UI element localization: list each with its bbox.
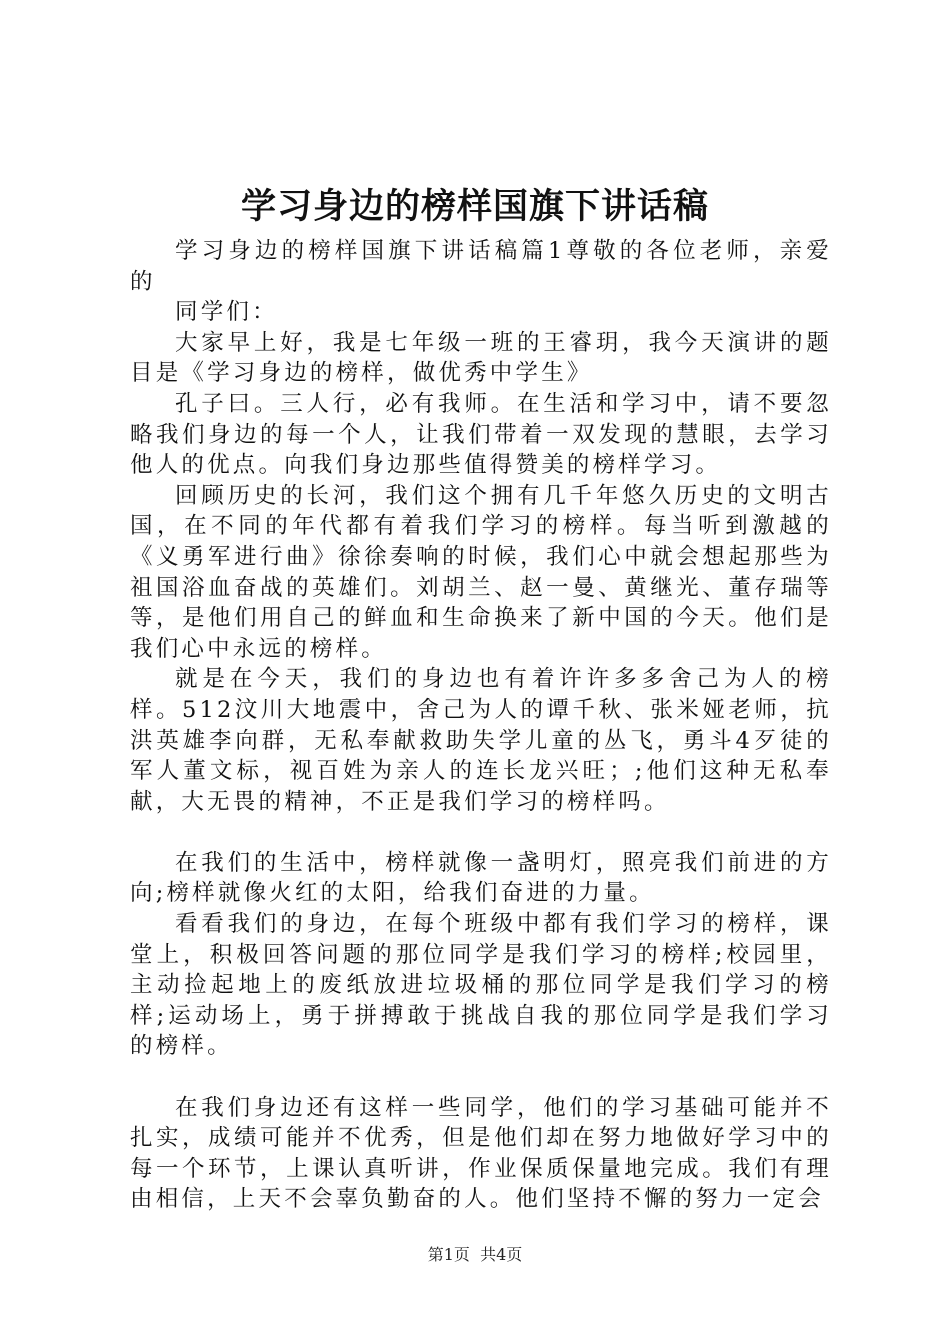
page-number: 第1页 [427,1245,470,1264]
page-footer [0,1244,950,1266]
paragraph-9: 在我们身边还有这样一些同学，他们的学习基础可能并不扎实，成绩可能并不优秀，但是他们却在努力地做好学习中的每一个环节，上课认真听讲，作业保质保量地完成。我们有理由相信，上天不会辜负勤奋的人。他们坚持不懈的努力一定会 [130,1094,832,1213]
paragraph-2: 同学们： [175,299,278,326]
paragraph-1: 学习身边的榜样国旗下讲话稿篇1尊敬的各位老师，亲爱的 [130,238,832,295]
paragraph-4: 孔子曰。三人行，必有我师。在生活和学习中，请不要忽略我们身边的每一个人，让我们带着一双发现的慧眼，去学习他人的优点。向我们身边那些值得赞美的榜样学习。 [130,390,832,479]
paragraph-8: 看看我们的身边，在每个班级中都有我们学习的榜样，课堂上，积极回答问题的那位同学是我们学习的榜样;校园里，主动捡起地上的废纸放进垃圾桶的那位同学是我们学习的榜样;运动场上，勇于拼搏敢于挑战自我的那位同学是我们学习的榜样。 [130,911,832,1060]
paragraph-5: 回顾历史的长河，我们这个拥有几千年悠久历史的文明古国，在不同的年代都有着我们学习的榜样。每当听到激越的《义勇军进行曲》徐徐奏响的时候，我们心中就会想起那些为祖国浴血奋战的英雄们。刘胡兰、赵一曼、黄继光、董存瑞等等，是他们用自己的鲜血和生命换来了新中国的今天。他们是我们心中永远的榜样。 [130,482,832,662]
paragraph-7: 在我们的生活中，榜样就像一盏明灯，照亮我们前进的方向;榜样就像火红的太阳，给我们奋进的力量。 [130,849,832,907]
document-title: 学习身边的榜样国旗下讲话稿 [240,186,709,227]
paragraph-6: 就是在今天，我们的身边也有着许许多多舍己为人的榜样。512汶川大地震中，舍己为人的谭千秋、张米娅老师，抗洪英雄李向群，无私奉献救助失学儿童的丛飞，勇斗4歹徒的军人董文标，视百姓为亲人的连长龙兴旺；;他们这种无私奉献，大无畏的精神，不正是我们学习的榜样吗。 [130,666,832,815]
page-total: 共4页 [480,1245,523,1264]
document-body [130,236,832,1215]
paragraph-3: 大家早上好，我是七年级一班的王睿玥，我今天演讲的题目是《学习身边的榜样，做优秀中学生》 [130,329,832,387]
